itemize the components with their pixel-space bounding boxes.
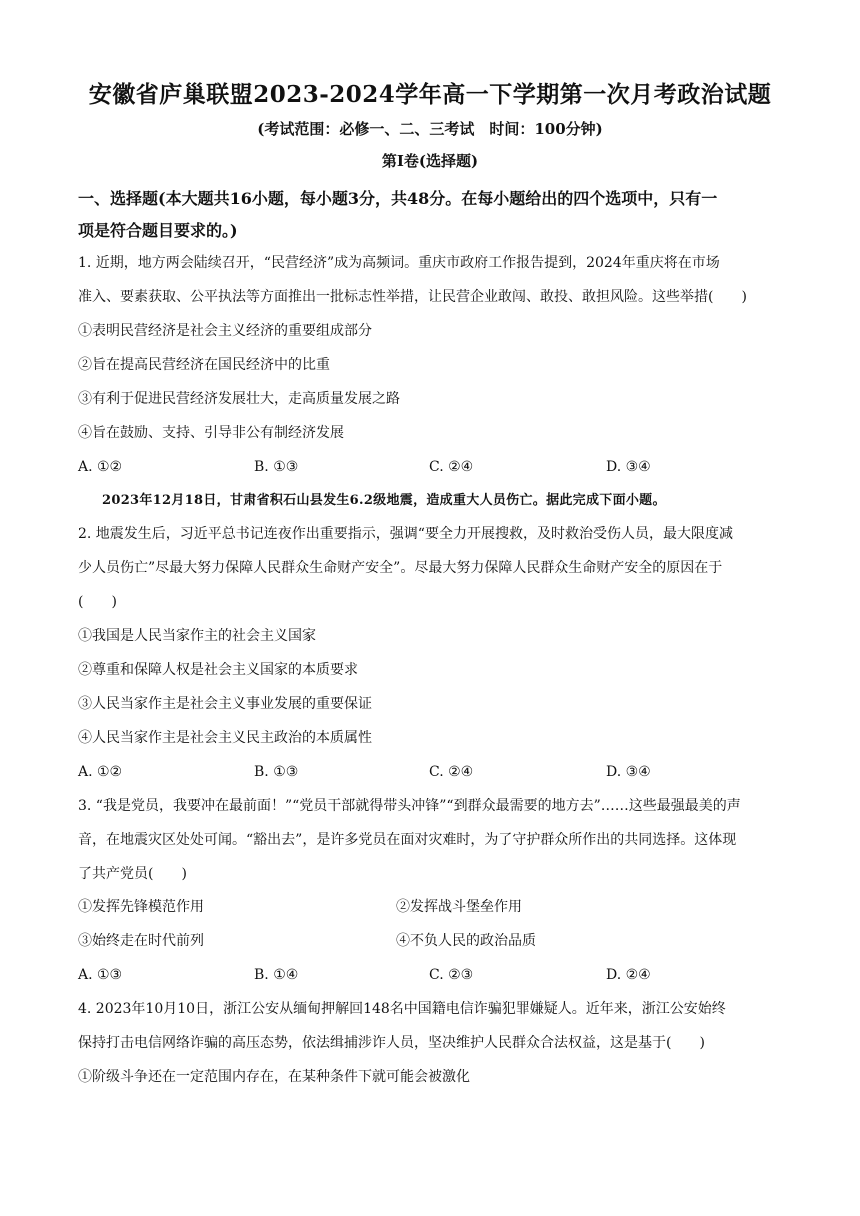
q1-item-2: ②旨在提高民营经济在国民经济中的比重 [78,357,330,373]
q2-option-d[interactable]: D. ③④ [606,764,651,780]
q4-stem-line1: 4. 2023年10月10日，浙江公安从缅甸押解回148名中国籍电信诈骗犯罪嫌疑人。近年来，浙江公安始终 [78,1001,726,1017]
q1-option-c[interactable]: C. ②④ [429,459,474,475]
q4-item-1: ①阶级斗争还在一定范围内存在，在某种条件下就可能会被激化 [78,1069,470,1085]
q1-option-b[interactable]: B. ①③ [254,459,299,475]
q1-option-d[interactable]: D. ③④ [606,459,651,475]
q3-stem-line1: 3. “我是党员，我要冲在最前面！”“党员干部就得带头冲锋”“到群众最需要的地方去”……这些最强最美的声 [78,798,741,814]
q1-item-4: ④旨在鼓励、支持、引导非公有制经济发展 [78,425,344,441]
q2-stem-line2: 少人员伤亡”尽最大努力保障人民群众生命财产安全”。尽最大努力保障人民群众生命财产安全的原因在于 [78,560,723,576]
q3-option-b[interactable]: B. ①④ [254,967,299,983]
page-title: 安徽省庐巢联盟2023-2024学年高一下学期第一次月考政治试题 [88,81,772,108]
part-heading-line1: 一、选择题(本大题共16小题，每小题3分，共48分。在每小题给出的四个选项中，只有一 [78,189,718,208]
q1-option-a[interactable]: A. ①② [78,459,123,475]
q3-item-2: ②发挥战斗堡垒作用 [396,899,522,915]
q3-option-c[interactable]: C. ②③ [429,967,474,983]
q3-option-d[interactable]: D. ②④ [606,967,651,983]
q3-stem-line3: 了共产党员( ) [78,866,187,882]
question-material: 2023年12月18日，甘肃省积石山县发生6.2级地震，造成重大人员伤亡。据此完成下面小题。 [102,493,666,508]
q1-stem-line2: 准入、要素获取、公平执法等方面推出一批标志性举措，让民营企业敢闯、敢投、敢担风险。这些举措( ) [78,289,747,305]
q2-item-4: ④人民当家作主是社会主义民主政治的本质属性 [78,730,372,746]
q1-stem-line1: 1. 近期，地方两会陆续召开，“民营经济”成为高频词。重庆市政府工作报告提到，2024年重庆将在市场 [78,255,720,271]
q2-option-a[interactable]: A. ①② [78,764,123,780]
q4-stem-line2: 保持打击电信网络诈骗的高压态势，依法缉捕涉诈人员，坚决维护人民群众合法权益，这是基于( ) [78,1035,705,1051]
q3-item-1: ①发挥先锋模范作用 [78,899,204,915]
q1-item-1: ①表明民营经济是社会主义经济的重要组成部分 [78,323,372,339]
exam-scope: (考试范围：必修一、二、三考试 时间：100分钟) [257,120,603,138]
q1-item-3: ③有利于促进民营经济发展壮大，走高质量发展之路 [78,391,400,407]
q2-option-b[interactable]: B. ①③ [254,764,299,780]
q3-stem-line2: 音，在地震灾区处处可闻。“豁出去”，是许多党员在面对灾难时，为了守护群众所作出的共同选择。这体现 [78,832,737,848]
part-heading-line2: 项是符合题目要求的。) [78,221,238,240]
q2-stem-line1: 2. 地震发生后，习近平总书记连夜作出重要指示，强调“要全力开展搜救，及时救治受伤人员，最大限度减 [78,526,733,542]
section-heading: 第Ⅰ卷(选择题) [381,152,479,170]
q3-item-4: ④不负人民的政治品质 [396,933,536,949]
q3-option-a[interactable]: A. ①③ [78,967,123,983]
q2-item-1: ①我国是人民当家作主的社会主义国家 [78,628,316,644]
q2-item-2: ②尊重和保障人权是社会主义国家的本质要求 [78,662,358,678]
q2-option-c[interactable]: C. ②④ [429,764,474,780]
q2-stem-line3: ( ) [78,594,117,610]
q2-item-3: ③人民当家作主是社会主义事业发展的重要保证 [78,696,372,712]
q3-item-3: ③始终走在时代前列 [78,933,204,949]
